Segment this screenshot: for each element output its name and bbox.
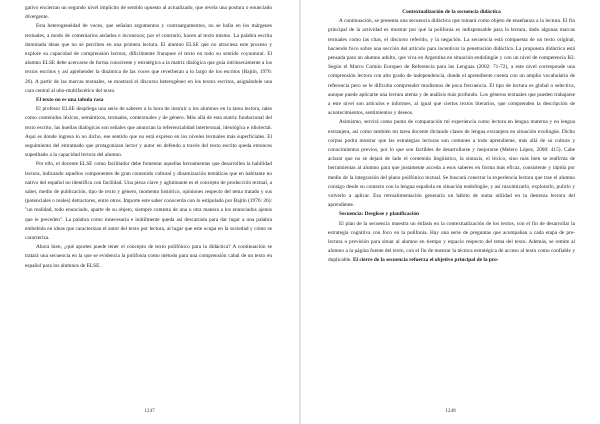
paragraph: El profesor ELSE despliega una serie de saberes a la hora de instruir a los alumnos en la tarea lectora, tales como contenidos léxicos, semánticos, textuales, contextuales y de género. Más allá de esta matriz fundacional del texto escrito, las huellas dialógicas son señales que anuncian la referencialidad intertextual, ideológica e idiolectal. Aquí es donde ingresa lo no dicho, ese sentido que no está expreso en los niveles textuales más superficiales. El seguimiento del entramado que protagonizan lector y autor en defendo a través del texto escrito queda entonces supeditado a la capacidad lectora del alumno. [25, 106, 272, 159]
right-page-text [328, 4, 575, 266]
paragraph: gativo encierran un segundo nivel implícito de sentido opuesto al actualizado, que revela una postura o enunciado divergente. [25, 5, 272, 21]
section-subheading: Secuencia: Desglose y planificación [339, 211, 420, 218]
page-number: 1247 [144, 408, 155, 414]
section-heading: Contextualización de la secuencia didáctica [402, 9, 501, 15]
left-page-text [25, 4, 272, 271]
paragraph: Esta heterogeneidad de voces, que señalan argumentos y contraargumentos, no se halla en los márgenes textuales, a modo de comentarios aislados e inconexos; por el contrario, hacen al texto mismo. La palabra escrita dominada ideas que no se perciben en una primera lectura. El alumno ELSE que no atraviesa este proceso y explore su capacidad de comprensión lectora, difícilmente franquee el texto en todo su sentido coyuntural. El alumno ELSE debe acercarse de forma consciente y estratégica a la matriz dialógica que guía intrínsecamente a los textos escritos y así aprehender la dinámica de las voces que reverberan a lo largo de los escritos (Bajtín, 1976: 26). A partir de las marcas textuales, se mostrará el discurso heterogéneo en los textos escritos, asignándole una cara central al ubo-multifacético del texto. [25, 23, 272, 94]
paragraph: Por ello, el docente ELSE como facilitador debe fomentar aquellas herramientas que desarrollen la habilidad lectora, indicando aquellos componentes de gran contenido cultural y dinamización temáticas que en habitante no nativo del español no identifica con facilidad. Una pieza clave y aglutinante es el concepto de producción textual, a saber, medio de publicación, tipo de texto y género, momento histórico, opiniones respecto del tema tratado y sus (potenciales o reales) detractores, entre otros. Importe este saber conocerda con lo estipulado por Bajtín (1976: 26): "un realidad, todo enunciado, aparte de su objeto, siempre contesta de una u otra manera a los enunciados ajenos que le preceden". La palabra como innecesaria e inútilmente queda así descartada para dar lugar a una palabra embebida en ideas que caracterizan el autor del texto por lectura, al lugar que este ocupa en la sociedad y cómo se caracteriza. [25, 161, 272, 242]
section-subheading: El texto no es una tabula rasa [36, 97, 104, 104]
paragraph [328, 220, 575, 266]
paragraph-text: El plan de la secuencia muestra un énfasis en la contextualización de los textos, con el fin de desarrollar la estrategia cognitiva con foco en la polifonía. Hay una serie de preguntas que acompañan a cada etapa de pre-lectura o previsión para situar al alumno en tiempo y espacio respecto del tema del texto. Además, se remite al alumno a la página fuente del texto, con el fin de mostrar la técnica estratégica de acceso al texto como confiable y duplicable. [328, 220, 575, 264]
left-page [0, 0, 299, 424]
paragraph: Ahora bien, ¿qué aportes puede tener el concepto de texto polifónico para la didáctica? A continuación se tratará una secuencia en la que se evidencia la polifonía como método para una comprensión cabal de un texto en español para los alumnos de ELSE. [25, 244, 272, 269]
right-page [301, 0, 600, 424]
paragraph: A continuación, se presenta una secuencia didáctica que tomará como objeto de enseñanza a la lectura. El fin principal de la actividad es mostrar por qué la polifonía es indispensable para la lectura, dado algunas marcas textuales como las citas, el discurso referido, y la negación. La secuencia está compuesta de un texto original, haciendo foco sobre una sección del artículo para incentivar la penetración didáctica. La propuesta didáctica está pensada para un alumno adulto, que viva en Argentina en situación endolingüe y con un nivel de competencia B2. Según el Marco Común Europeo de Referencia para las Lenguas (2002: 71-72), a este nivel corresponde una comprensión lectora con alto grado de independencia, donde el aprendiente cuenta con un amplio vocabulario de referencia pero se le dificulta comprender modismos de poca frecuencia. El tipo de lectura es global o selectiva, aunque puede aplicarse una lectura atenta y de análisis más profundo. Los géneros textuales que pueden trabajarse a este nivel son artículos e informes, al igual que ciertos textos literarios, que comprenden la descripción de acontecimientos, sentimientos y deseos. [328, 18, 575, 117]
paragraph-bold-text: El cierre de la secuencia refuerza el objetivo principal de la pro- [352, 257, 499, 264]
paragraph: Asimismo, servirá como punto de comparación mi experiencia como lectora en lengua materna y en lengua extranjera, así como también mi tarea docente dictando clases de lengua extranjera en situación exolingüe. Dicho corpus podrá mostrar que las estrategias lectoras son comunes a todo aprendiente, más allá de su cultura y conocimientos previos, por lo que son factibles de desarrollarse y mejorarse (Melero López, 2000: 415). Cabe aclarar que no se dejará de lado el contenido lingüístico, la sintaxis, el léxico, sino más bien se reafirma de herramientas al alumno para que justamente acceda a esos saberes en forma más eficaz, consistente y rápida por medio de la integración del plano polifónico textual. Se buscará conectar la experiencia lectora que trae el alumno consigo desde su contacto con la lengua española en situación endolingüe, y así maximizarlo, explotarlo, pulirlo y volverlo a aplicar. Esa retroalimentación generaría un hábito de suma utilidad en la destreza lectora del aprendiente. [328, 119, 575, 209]
page-number: 1248 [445, 408, 456, 414]
